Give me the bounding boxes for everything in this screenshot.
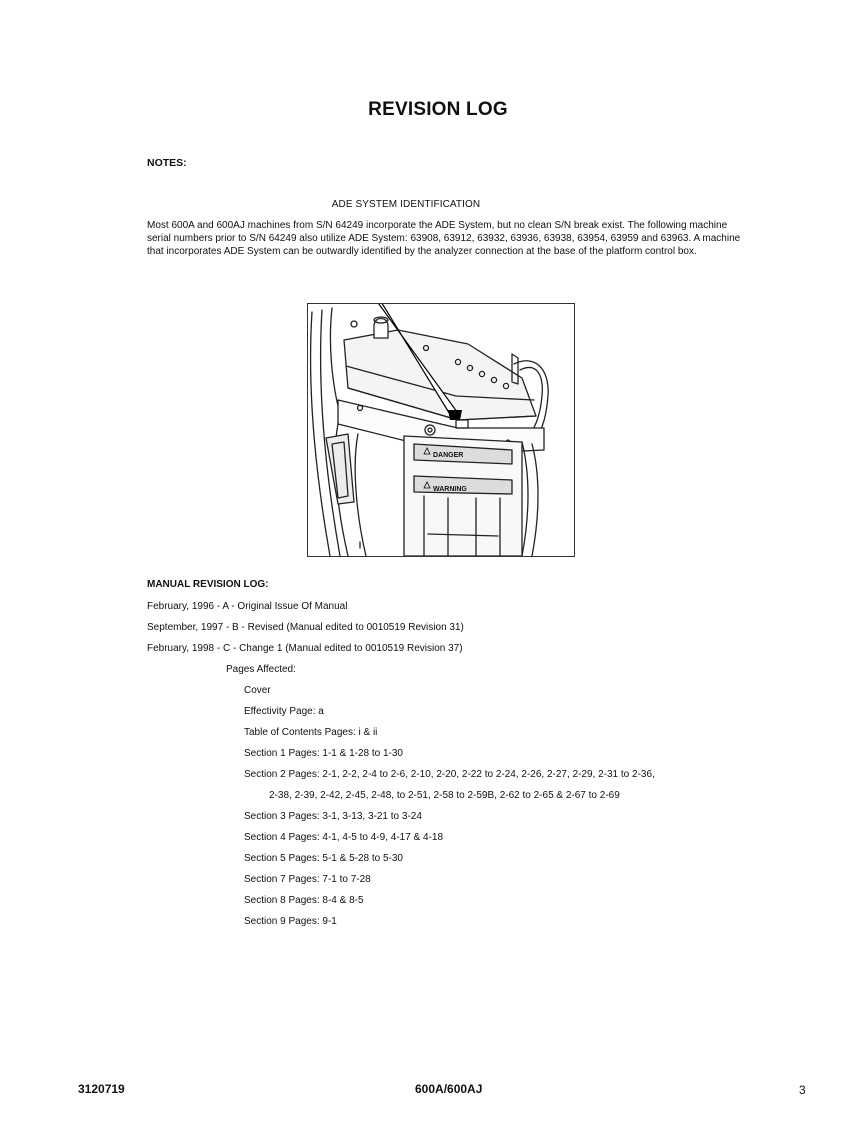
- page-title: REVISION LOG: [368, 99, 508, 120]
- ade-platform-control-box-figure: [307, 303, 575, 557]
- pages-affected-label: Pages Affected:: [226, 664, 296, 675]
- notes-heading: NOTES:: [147, 157, 187, 169]
- affected-page-item: Section 9 Pages: 9-1: [244, 916, 337, 927]
- ade-description-paragraph: Most 600A and 600AJ machines from S/N 64249 incorporate the ADE System, but no clean S/N break exist. The following machine serial numbers prior to S/N 64249 also utilize ADE System: 63908, 63912, 63932, 63936, 63938, 63954, 63959 and 63963. A machine that incorporates ADE System can be outwardly identified by the analyzer connection at the base of the platform control box.: [147, 220, 741, 258]
- affected-page-item: Section 2 Pages: 2-1, 2-2, 2-4 to 2-6, 2-10, 2-20, 2-22 to 2-24, 2-26, 2-27, 2-29, 2-31 to 2-36,: [244, 769, 655, 780]
- revision-entry: February, 1996 - A - Original Issue Of Manual: [147, 601, 348, 612]
- affected-page-item: Section 8 Pages: 8-4 & 8-5: [244, 895, 364, 906]
- footer-model: 600A/600AJ: [415, 1082, 483, 1096]
- affected-page-item: Table of Contents Pages: i & ii: [244, 727, 378, 738]
- affected-page-item: Cover: [244, 685, 271, 696]
- revision-entry: February, 1998 - C - Change 1 (Manual edited to 0010519 Revision 37): [147, 643, 463, 654]
- revision-entry: September, 1997 - B - Revised (Manual edited to 0010519 Revision 31): [147, 622, 464, 633]
- footer-document-number: 3120719: [78, 1082, 125, 1096]
- manual-revision-log-heading: MANUAL REVISION LOG:: [147, 579, 269, 590]
- affected-page-item: Section 7 Pages: 7-1 to 7-28: [244, 874, 371, 885]
- affected-page-item: Section 4 Pages: 4-1, 4-5 to 4-9, 4-17 & 4-18: [244, 832, 444, 843]
- affected-page-item-continuation: 2-38, 2-39, 2-42, 2-45, 2-48, to 2-51, 2-58 to 2-59B, 2-62 to 2-65 & 2-67 to 2-69: [269, 790, 620, 801]
- ade-section-heading: ADE SYSTEM IDENTIFICATION: [331, 199, 481, 210]
- affected-page-item: Effectivity Page: a: [244, 706, 324, 717]
- callout-arrowhead: [448, 410, 462, 420]
- danger-decal-label: DANGER: [433, 452, 464, 459]
- footer-page-number: 3: [799, 1083, 806, 1097]
- affected-page-item: Section 1 Pages: 1-1 & 1-28 to 1-30: [244, 748, 403, 759]
- affected-page-item: Section 3 Pages: 3-1, 3-13, 3-21 to 3-24: [244, 811, 422, 822]
- platform-control-box-illustration: [308, 304, 574, 556]
- affected-page-item: Section 5 Pages: 5-1 & 5-28 to 5-30: [244, 853, 403, 864]
- warning-decal-label: WARNING: [433, 486, 467, 493]
